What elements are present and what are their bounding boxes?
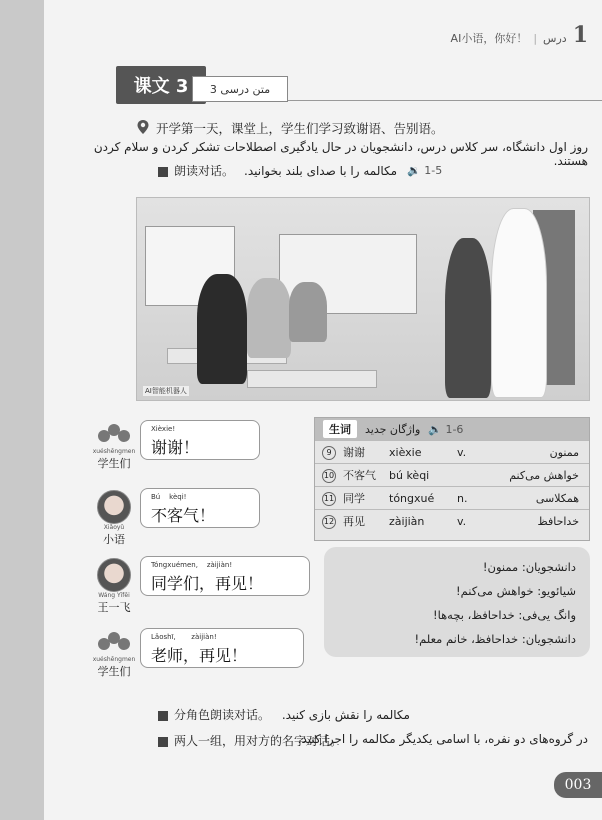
- activity-cn: 分角色朗读对话。: [174, 708, 271, 722]
- audio-track[interactable]: [407, 164, 442, 177]
- text-banner-fa: متن درسی 3: [192, 76, 288, 102]
- bubble-pinyin: Xièxie!: [151, 425, 176, 433]
- student-figure: [247, 278, 291, 358]
- speaker-name: 小语: [103, 533, 125, 546]
- bubble-text: 不客气！: [151, 506, 216, 525]
- vocab-translation: ممنون: [549, 445, 579, 459]
- teacher-figure: [491, 208, 547, 398]
- vocab-number: 11: [322, 492, 336, 506]
- speaker-students: [90, 632, 138, 679]
- lesson-number: 1: [572, 22, 588, 48]
- vocab-row: [315, 463, 589, 486]
- vocab-hanzi: 同学: [343, 492, 365, 505]
- speech-bubble: [140, 420, 260, 460]
- bubble-text: 老师，再见！: [151, 646, 248, 665]
- group-icon: [98, 424, 130, 448]
- student-figure: [289, 282, 327, 342]
- speaker-pinyin: xuéshēngmen: [92, 656, 136, 663]
- audio-track-number: 1-6: [445, 422, 464, 436]
- text-banner: 课文 3: [116, 66, 206, 104]
- vocab-translation: خداحافظ: [537, 514, 579, 528]
- bubble-text: 同学们，再见！: [151, 574, 264, 593]
- read-instruction-cn: 朗读对话。: [174, 164, 235, 178]
- speech-bubble: [140, 628, 304, 668]
- speaker-pinyin: Wáng Yīfēi: [98, 592, 130, 599]
- activity-1: [158, 706, 410, 723]
- banner-divider: [288, 100, 602, 101]
- speaker-name: 学生们: [97, 457, 131, 470]
- vocab-hanzi: 再见: [343, 515, 365, 528]
- activity-cn: 两人一组，用对方的名字对话。: [174, 734, 343, 748]
- activity-fa: مکالمه را نقش بازی کنید.: [281, 708, 410, 722]
- vocabulary-box: [314, 417, 590, 541]
- speech-bubble: [140, 488, 260, 528]
- speaker-students: [90, 424, 138, 471]
- desk: [247, 370, 377, 388]
- student-figure: [197, 274, 247, 384]
- translation-line: دانشجویان: ممنون!: [482, 560, 576, 574]
- translation-line: شیائویو: خواهش می‌کنم!: [455, 584, 576, 598]
- read-instruction-fa: مکالمه را با صدای بلند بخوانید.: [244, 163, 398, 178]
- scene-description-fa: روز اول دانشگاه، سر کلاس درس، دانشجویان در حال یادگیری اصطلاحات تشکر کردن و سلام کردن هستند.: [93, 140, 588, 168]
- vocab-hanzi: 不客气: [343, 469, 376, 482]
- speaker-icon: 🔉: [407, 164, 421, 177]
- page-number: 003: [554, 772, 602, 798]
- vocab-number: 9: [322, 446, 336, 460]
- square-bullet-icon: [158, 737, 168, 747]
- vocab-pinyin: tóngxué: [389, 491, 435, 505]
- vocab-pos: n.: [457, 491, 468, 505]
- vocab-row: [315, 486, 589, 509]
- teacher-avatar: [97, 558, 131, 592]
- page-header: [451, 22, 588, 48]
- speaker-wang-yifei: [90, 558, 138, 615]
- vocab-pos: v.: [457, 514, 467, 528]
- lesson-word-fa: درس: [543, 32, 567, 45]
- square-bullet-icon: [158, 711, 168, 721]
- speaker-pinyin: xuéshēngmen: [92, 448, 136, 455]
- scene-description-cn: 开学第一天，课堂上，学生们学习致谢语、告别语。: [156, 121, 444, 136]
- lesson-title-cn: AI小语，你好！: [450, 32, 528, 45]
- vocab-pos: v.: [457, 445, 467, 459]
- speaker-xiaoyu: [90, 490, 138, 547]
- audio-track[interactable]: 🔉 1-6: [428, 422, 464, 436]
- speaker-name: 王一飞: [97, 601, 131, 614]
- activity-fa: در گروه‌های دو نفره، با اسامی یکدیگر مکالمه را اجرا کنید.: [297, 732, 588, 746]
- audio-track-number: 1-5: [424, 164, 443, 177]
- vocab-pinyin: zàijiàn: [389, 514, 425, 528]
- read-instruction: [158, 162, 442, 179]
- translation-line: وانگ یی‌فی: خداحافظ، بچه‌ها!: [433, 608, 576, 622]
- photo-caption: AI智能机器人: [145, 387, 187, 395]
- vocab-pinyin: xièxie: [389, 445, 422, 459]
- header-separator: |: [533, 32, 538, 45]
- robot-avatar: [97, 490, 131, 524]
- speech-bubble: [140, 556, 310, 596]
- vocab-number: 10: [322, 469, 336, 483]
- bubble-pinyin: Bú kèqi!: [151, 493, 187, 501]
- robot-figure: [445, 238, 491, 398]
- vocab-row: [315, 509, 589, 532]
- bubble-pinyin: Lǎoshī, zàijiàn!: [151, 633, 217, 641]
- group-icon: [98, 632, 130, 656]
- classroom-photo: [136, 197, 590, 401]
- textbook-page: [44, 0, 602, 820]
- vocab-row: [315, 440, 589, 463]
- bubble-pinyin: Tóngxuémen, zàijiàn!: [151, 561, 233, 569]
- bubble-text: 谢谢！: [151, 438, 200, 457]
- square-bullet-icon: [158, 167, 168, 177]
- speaker-pinyin: Xiǎoyǔ: [103, 524, 125, 531]
- dialogue-translation: [324, 547, 590, 657]
- location-pin-icon: [136, 119, 150, 135]
- speaker-name: 学生们: [97, 665, 131, 678]
- vocabulary-header: [315, 418, 589, 440]
- vocab-hanzi: 谢谢: [343, 446, 365, 459]
- translation-line: دانشجویان: خداحافظ، خانم معلم!: [414, 632, 576, 646]
- vocab-title-cn: 生词: [323, 420, 357, 438]
- vocab-translation: خواهش می‌کنم: [509, 468, 579, 482]
- vocab-pinyin: bú kèqi: [389, 468, 430, 482]
- vocab-title-fa: واژگان جدید: [365, 422, 421, 436]
- vocab-number: 12: [322, 515, 336, 529]
- vocab-translation: همکلاسی: [535, 491, 579, 505]
